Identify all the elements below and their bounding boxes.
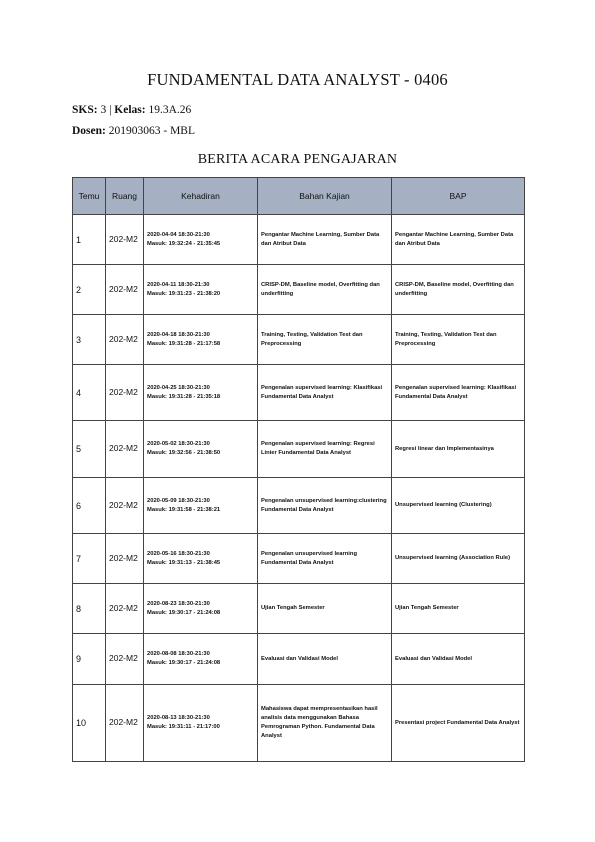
table-header-row	[73, 178, 525, 215]
table-row	[73, 421, 525, 478]
cell-bap: Evaluasi dan Validasi Model	[392, 634, 525, 685]
header-bap: BAP	[392, 178, 525, 215]
cell-ruang: 202-M2	[106, 534, 144, 584]
cell-kehadiran	[144, 265, 258, 315]
cell-ruang: 202-M2	[106, 634, 144, 685]
cell-bahan-kajian: Evaluasi dan Validasi Model	[258, 634, 392, 685]
header-bahan-kajian: Bahan Kajian	[258, 178, 392, 215]
sks-label: SKS:	[72, 104, 98, 116]
cell-kehadiran	[144, 584, 258, 634]
cell-kehadiran	[144, 478, 258, 534]
cell-temu: 1	[73, 215, 106, 265]
kehadiran-masuk: Masuk: 19:31:13 - 21:38:45	[147, 559, 221, 566]
cell-bap: CRISP-DM, Baseline model, Overfitting dan underfitting	[392, 265, 525, 315]
table-row	[73, 685, 525, 762]
cell-kehadiran	[144, 685, 258, 762]
cell-temu: 5	[73, 421, 106, 478]
cell-bahan-kajian: Pengantar Machine Learning, Sumber Data dan Atribut Data	[258, 215, 392, 265]
cell-bap: Presentasi project Fundamental Data Analyst	[392, 685, 525, 762]
cell-bahan-kajian: Pengenalan unsupervised learning:clustering Fundamental Data Analyst	[258, 478, 392, 534]
table-row	[73, 215, 525, 265]
cell-kehadiran	[144, 215, 258, 265]
dosen-value: 201903063 - MBL	[108, 125, 195, 137]
kehadiran-date: 2020-08-08 18:30-21:30	[147, 651, 210, 658]
cell-bahan-kajian: CRISP-DM, Baseline model, Overfitting dan underfitting	[258, 265, 392, 315]
cell-kehadiran	[144, 534, 258, 584]
cell-bap: Pengantar Machine Learning, Sumber Data dan Atribut Data	[392, 215, 525, 265]
kehadiran-date: 2020-04-04 18:30-21:30	[147, 231, 210, 238]
kehadiran-masuk: Masuk: 19:30:17 - 21:24:08	[147, 660, 221, 666]
cell-kehadiran	[144, 421, 258, 478]
kelas-value: 19.3A.26	[148, 104, 192, 116]
cell-ruang: 202-M2	[106, 685, 144, 762]
cell-temu: 6	[73, 478, 106, 534]
kehadiran-masuk: Masuk: 19:31:28 - 21:35:18	[147, 393, 221, 400]
table-row	[73, 584, 525, 634]
cell-bap: Unsupervised learning (Clustering)	[392, 478, 525, 534]
cell-ruang: 202-M2	[106, 215, 144, 265]
table-row	[73, 365, 525, 421]
table-row	[73, 265, 525, 315]
cell-ruang: 202-M2	[106, 584, 144, 634]
dosen-label: Dosen:	[72, 125, 106, 137]
kehadiran-date: 2020-04-11 18:30-21:30	[147, 281, 210, 288]
kehadiran-date: 2020-08-23 18:30-21:30	[147, 600, 210, 607]
table-row	[73, 634, 525, 685]
table-row	[73, 534, 525, 584]
cell-ruang: 202-M2	[106, 365, 144, 421]
header-kehadiran: Kehadiran	[144, 178, 258, 215]
cell-bahan-kajian: Training, Testing, Validation Test dan Preprocessing	[258, 315, 392, 365]
cell-kehadiran	[144, 634, 258, 685]
cell-bap: Unsupervised learning (Association Rule)	[392, 534, 525, 584]
cell-bahan-kajian: Pengenalan supervised learning: Regresi Linier Fundamental Data Analyst	[258, 421, 392, 478]
kehadiran-masuk: Masuk: 19:31:58 - 21:38:21	[147, 506, 221, 513]
kehadiran-date: 2020-05-02 18:30-21:30	[147, 441, 210, 448]
kehadiran-date: 2020-04-25 18:30-21:30	[147, 384, 210, 391]
cell-temu: 10	[73, 685, 106, 762]
teaching-report-table	[72, 177, 525, 762]
cell-temu: 4	[73, 365, 106, 421]
cell-bap: Training, Testing, Validation Test dan Preprocessing	[392, 315, 525, 365]
cell-bahan-kajian: Mahasiswa dapat mempresentasikan hasil analisis data menggunakan Bahasa Pemrograman Python. Fundamental Data Analyst	[258, 685, 392, 762]
document-title: FUNDAMENTAL DATA ANALYST - 0406	[147, 70, 448, 89]
cell-bahan-kajian: Pengenalan unsupervised learning Fundamental Data Analyst	[258, 534, 392, 584]
lecturer-meta-line	[72, 125, 195, 137]
cell-temu: 2	[73, 265, 106, 315]
cell-temu: 7	[73, 534, 106, 584]
kelas-label: Kelas:	[114, 104, 146, 116]
cell-ruang: 202-M2	[106, 265, 144, 315]
cell-bahan-kajian: Ujian Tengah Semester	[258, 584, 392, 634]
header-temu: Temu	[73, 178, 106, 215]
section-title: BERITA ACARA PENGAJARAN	[197, 152, 398, 167]
kehadiran-masuk: Masuk: 19:31:11 - 21:17:00	[147, 724, 220, 730]
kehadiran-masuk: Masuk: 19:32:56 - 21:38:50	[147, 450, 221, 456]
kehadiran-date: 2020-05-09 18:30-21:30	[147, 497, 210, 504]
cell-temu: 8	[73, 584, 106, 634]
course-meta-line	[72, 104, 191, 116]
cell-bap: Ujian Tengah Semester	[392, 584, 525, 634]
cell-kehadiran	[144, 315, 258, 365]
cell-temu: 3	[73, 315, 106, 365]
cell-temu: 9	[73, 634, 106, 685]
kehadiran-date: 2020-04-18 18:30-21:30	[147, 331, 210, 338]
kehadiran-masuk: Masuk: 19:31:28 - 21:17:58	[147, 340, 221, 347]
kehadiran-masuk: Masuk: 19:32:24 - 21:35:45	[147, 240, 221, 247]
cell-kehadiran	[144, 365, 258, 421]
table-row	[73, 315, 525, 365]
cell-ruang: 202-M2	[106, 315, 144, 365]
kehadiran-masuk: Masuk: 19:30:17 - 21:24:08	[147, 609, 221, 616]
kehadiran-masuk: Masuk: 19:31:23 - 21:38:20	[147, 290, 221, 297]
sks-value: 3	[100, 104, 107, 116]
cell-bahan-kajian: Pengenalan supervised learning: Klasifikasi Fundamental Data Analyst	[258, 365, 392, 421]
meta-separator: |	[109, 104, 112, 116]
table-row	[73, 478, 525, 534]
cell-ruang: 202-M2	[106, 421, 144, 478]
cell-bap: Pengenalan supervised learning: Klasifikasi Fundamental Data Analyst	[392, 365, 525, 421]
kehadiran-date: 2020-05-16 18:30-21:30	[147, 550, 210, 557]
kehadiran-date: 2020-08-13 18:30-21:30	[147, 715, 210, 722]
cell-bap: Regresi linear dan Implementasinya	[392, 421, 525, 478]
header-ruang: Ruang	[106, 178, 144, 215]
cell-ruang: 202-M2	[106, 478, 144, 534]
